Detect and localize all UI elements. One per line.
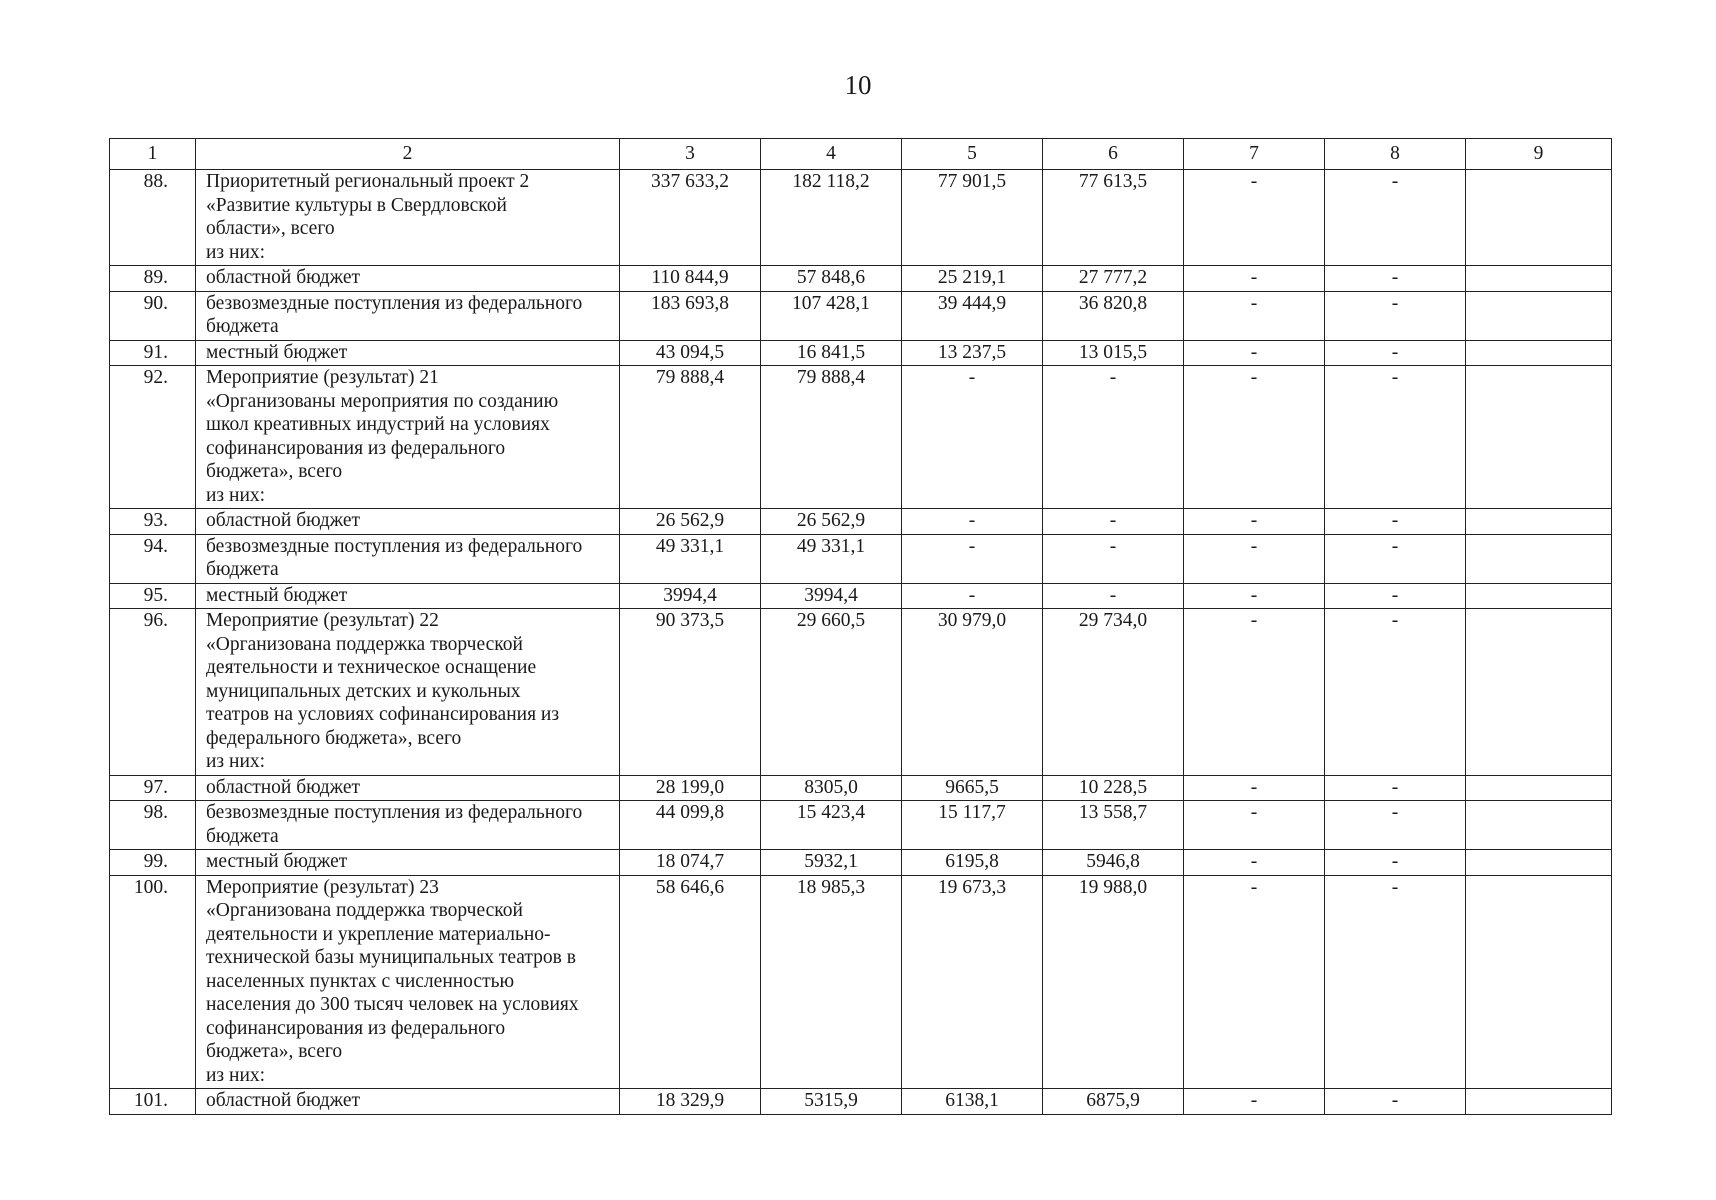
value-cell-col-6: 6875,9: [1043, 1089, 1184, 1115]
item-name-line: бюджета», всего: [206, 461, 343, 482]
item-name-cell: [196, 609, 620, 776]
value-cell-col-3: 49 331,1: [620, 534, 761, 583]
item-name-cell: [196, 340, 620, 366]
header-cell: 4: [761, 139, 902, 170]
item-name-line: театров на условиях софинансирования из: [206, 704, 560, 725]
value-cell-col-5: -: [902, 366, 1043, 509]
value-cell-col-6: 10 228,5: [1043, 775, 1184, 801]
value-cell-col-7: -: [1184, 1089, 1325, 1115]
table-row: [110, 1089, 1612, 1115]
value-cell-col-4: 3994,4: [761, 583, 902, 609]
value-cell-col-8: -: [1325, 1089, 1466, 1115]
item-name-line: бюджета», всего: [206, 1041, 343, 1062]
item-name-line: «Развитие культуры в Свердловской: [206, 194, 507, 216]
item-name-cell: [196, 534, 620, 583]
value-cell-col-9: [1466, 850, 1612, 876]
value-cell-col-5: 9665,5: [902, 775, 1043, 801]
value-cell-col-6: -: [1043, 534, 1184, 583]
table-row: [110, 801, 1612, 850]
item-name-line: софинансирования из федерального: [206, 1017, 506, 1039]
item-name-cell: [196, 583, 620, 609]
value-cell-col-7: -: [1184, 775, 1325, 801]
value-cell-col-5: 15 117,7: [902, 801, 1043, 850]
value-cell-col-7: -: [1184, 583, 1325, 609]
value-cell-col-4: 29 660,5: [761, 609, 902, 776]
value-cell-col-9: [1466, 609, 1612, 776]
value-cell-col-5: 6195,8: [902, 850, 1043, 876]
table-row: [110, 509, 1612, 535]
row-number-cell: 89.: [110, 266, 196, 292]
value-cell-col-9: [1466, 801, 1612, 850]
header-cell: 1: [110, 139, 196, 170]
value-cell-col-6: 19 988,0: [1043, 875, 1184, 1089]
value-cell-col-8: -: [1325, 291, 1466, 340]
item-name-line: «Организована поддержка творческой: [206, 900, 523, 921]
item-name-line: из них:: [206, 484, 266, 506]
value-cell-col-7: -: [1184, 266, 1325, 292]
header-cell: 3: [620, 139, 761, 170]
header-cell: 8: [1325, 139, 1466, 170]
value-cell-col-4: 5932,1: [761, 850, 902, 876]
value-cell-col-4: 79 888,4: [761, 366, 902, 509]
item-name-cell: [196, 775, 620, 801]
value-cell-col-9: [1466, 170, 1612, 266]
item-name-line: безвозмездные поступления из федерального: [206, 802, 583, 823]
value-cell-col-5: 19 673,3: [902, 875, 1043, 1089]
value-cell-col-3: 58 646,6: [620, 875, 761, 1089]
value-cell-col-8: -: [1325, 340, 1466, 366]
value-cell-col-8: -: [1325, 509, 1466, 535]
value-cell-col-6: 77 613,5: [1043, 170, 1184, 266]
value-cell-col-3: 43 094,5: [620, 340, 761, 366]
header-cell: 9: [1466, 139, 1612, 170]
value-cell-col-7: -: [1184, 534, 1325, 583]
table-row: [110, 534, 1612, 583]
value-cell-col-5: -: [902, 534, 1043, 583]
value-cell-col-7: -: [1184, 366, 1325, 509]
value-cell-col-5: 77 901,5: [902, 170, 1043, 266]
value-cell-col-3: 28 199,0: [620, 775, 761, 801]
value-cell-col-3: 26 562,9: [620, 509, 761, 535]
value-cell-col-7: -: [1184, 609, 1325, 776]
item-name-line: из них:: [206, 751, 266, 772]
item-name-line: бюджета: [206, 559, 279, 580]
table-row: [110, 609, 1612, 776]
value-cell-col-8: -: [1325, 875, 1466, 1089]
value-cell-col-6: 13 015,5: [1043, 340, 1184, 366]
item-name-line: безвозмездные поступления из федерального: [206, 535, 583, 557]
item-name-line: Мероприятие (результат) 22: [206, 610, 439, 631]
row-number-cell: 101.: [110, 1089, 196, 1115]
table-row: [110, 366, 1612, 509]
value-cell-col-7: -: [1184, 170, 1325, 266]
value-cell-col-9: [1466, 291, 1612, 340]
item-name-line: муниципальных детских и кукольных: [206, 680, 521, 702]
value-cell-col-5: 39 444,9: [902, 291, 1043, 340]
value-cell-col-4: 5315,9: [761, 1089, 902, 1115]
header-cell: 6: [1043, 139, 1184, 170]
value-cell-col-6: 5946,8: [1043, 850, 1184, 876]
value-cell-col-4: 18 985,3: [761, 875, 902, 1089]
value-cell-col-3: 79 888,4: [620, 366, 761, 509]
item-name-line: областной бюджет: [206, 267, 361, 288]
value-cell-col-3: 18 074,7: [620, 850, 761, 876]
item-name-cell: [196, 170, 620, 266]
value-cell-col-5: -: [902, 583, 1043, 609]
item-name-line: школ креативных индустрий на условиях: [206, 414, 550, 435]
table-row: [110, 775, 1612, 801]
value-cell-col-8: -: [1325, 266, 1466, 292]
value-cell-col-8: -: [1325, 850, 1466, 876]
value-cell-col-6: -: [1043, 583, 1184, 609]
value-cell-col-4: 16 841,5: [761, 340, 902, 366]
row-number-cell: 100.: [110, 875, 196, 1089]
header-cell: 2: [196, 139, 620, 170]
value-cell-col-7: -: [1184, 509, 1325, 535]
value-cell-col-4: 15 423,4: [761, 801, 902, 850]
value-cell-col-5: 13 237,5: [902, 340, 1043, 366]
item-name-line: «Организованы мероприятия по созданию: [206, 390, 559, 412]
value-cell-col-4: 26 562,9: [761, 509, 902, 535]
value-cell-col-6: 27 777,2: [1043, 266, 1184, 292]
table-row: [110, 170, 1612, 266]
item-name-line: федерального бюджета», всего: [206, 727, 462, 749]
item-name-cell: [196, 291, 620, 340]
item-name-line: Приоритетный региональный проект 2: [206, 171, 530, 192]
item-name-line: из них:: [206, 241, 266, 263]
row-number-cell: 90.: [110, 291, 196, 340]
item-name-line: областной бюджет: [206, 510, 361, 531]
item-name-line: безвозмездные поступления из федерального: [206, 292, 583, 314]
item-name-cell: [196, 509, 620, 535]
value-cell-col-3: 110 844,9: [620, 266, 761, 292]
page-number: 10: [844, 70, 872, 100]
item-name-cell: [196, 366, 620, 509]
value-cell-col-9: [1466, 775, 1612, 801]
value-cell-col-9: [1466, 875, 1612, 1089]
row-number-cell: 98.: [110, 801, 196, 850]
row-number-cell: 97.: [110, 775, 196, 801]
value-cell-col-5: -: [902, 509, 1043, 535]
value-cell-col-9: [1466, 534, 1612, 583]
item-name-line: бюджета: [206, 825, 279, 847]
value-cell-col-6: 36 820,8: [1043, 291, 1184, 340]
value-cell-col-7: -: [1184, 875, 1325, 1089]
header-cell: 5: [902, 139, 1043, 170]
row-number-cell: 91.: [110, 340, 196, 366]
item-name-line: софинансирования из федерального: [206, 437, 506, 459]
value-cell-col-6: 29 734,0: [1043, 609, 1184, 776]
table-row: [110, 291, 1612, 340]
item-name-cell: [196, 266, 620, 292]
row-number-cell: 88.: [110, 170, 196, 266]
row-number-cell: 96.: [110, 609, 196, 776]
item-name-line: из них:: [206, 1064, 266, 1086]
table-row: [110, 266, 1612, 292]
value-cell-col-4: 107 428,1: [761, 291, 902, 340]
value-cell-col-7: -: [1184, 291, 1325, 340]
value-cell-col-3: 3994,4: [620, 583, 761, 609]
value-cell-col-9: [1466, 1089, 1612, 1115]
value-cell-col-8: -: [1325, 534, 1466, 583]
header-cell: 7: [1184, 139, 1325, 170]
value-cell-col-5: 30 979,0: [902, 609, 1043, 776]
value-cell-col-7: -: [1184, 850, 1325, 876]
item-name-line: бюджета: [206, 316, 279, 337]
value-cell-col-8: -: [1325, 775, 1466, 801]
value-cell-col-8: -: [1325, 170, 1466, 266]
row-number-cell: 95.: [110, 583, 196, 609]
item-name-cell: [196, 801, 620, 850]
table-row: [110, 583, 1612, 609]
item-name-line: деятельности и укрепление материально-: [206, 923, 551, 945]
value-cell-col-8: -: [1325, 801, 1466, 850]
value-cell-col-8: -: [1325, 366, 1466, 509]
row-number-cell: 94.: [110, 534, 196, 583]
value-cell-col-9: [1466, 509, 1612, 535]
item-name-cell: [196, 875, 620, 1089]
value-cell-col-6: -: [1043, 366, 1184, 509]
item-name-line: технической базы муниципальных театров в: [206, 947, 576, 968]
value-cell-col-8: -: [1325, 609, 1466, 776]
table-row: [110, 875, 1612, 1089]
value-cell-col-4: 182 118,2: [761, 170, 902, 266]
table-row: [110, 850, 1612, 876]
item-name-line: областной бюджет: [206, 776, 361, 798]
value-cell-col-3: 18 329,9: [620, 1089, 761, 1115]
budget-table: [109, 138, 1612, 1115]
row-number-cell: 93.: [110, 509, 196, 535]
row-number-cell: 99.: [110, 850, 196, 876]
value-cell-col-3: 337 633,2: [620, 170, 761, 266]
value-cell-col-9: [1466, 366, 1612, 509]
header-row: [110, 139, 1612, 170]
item-name-line: Мероприятие (результат) 21: [206, 367, 439, 388]
value-cell-col-9: [1466, 340, 1612, 366]
value-cell-col-9: [1466, 583, 1612, 609]
value-cell-col-5: 25 219,1: [902, 266, 1043, 292]
value-cell-col-8: -: [1325, 583, 1466, 609]
value-cell-col-9: [1466, 266, 1612, 292]
value-cell-col-4: 57 848,6: [761, 266, 902, 292]
item-name-line: деятельности и техническое оснащение: [206, 657, 537, 678]
item-name-cell: [196, 1089, 620, 1115]
item-name-line: местный бюджет: [206, 851, 348, 872]
item-name-line: «Организована поддержка творческой: [206, 633, 523, 655]
value-cell-col-3: 90 373,5: [620, 609, 761, 776]
item-name-line: местный бюджет: [206, 341, 348, 363]
item-name-line: области», всего: [206, 218, 335, 239]
row-number-cell: 92.: [110, 366, 196, 509]
value-cell-col-6: 13 558,7: [1043, 801, 1184, 850]
value-cell-col-3: 183 693,8: [620, 291, 761, 340]
value-cell-col-7: -: [1184, 340, 1325, 366]
item-name-cell: [196, 850, 620, 876]
item-name-line: населенных пунктах с численностью: [206, 970, 515, 992]
value-cell-col-3: 44 099,8: [620, 801, 761, 850]
value-cell-col-4: 8305,0: [761, 775, 902, 801]
item-name-line: населения до 300 тысяч человек на условиях: [206, 994, 579, 1015]
item-name-line: местный бюджет: [206, 584, 348, 606]
value-cell-col-5: 6138,1: [902, 1089, 1043, 1115]
table-row: [110, 340, 1612, 366]
value-cell-col-6: -: [1043, 509, 1184, 535]
value-cell-col-7: -: [1184, 801, 1325, 850]
item-name-line: областной бюджет: [206, 1090, 361, 1111]
item-name-line: Мероприятие (результат) 23: [206, 876, 439, 898]
table-body: [110, 139, 1612, 1115]
value-cell-col-4: 49 331,1: [761, 534, 902, 583]
